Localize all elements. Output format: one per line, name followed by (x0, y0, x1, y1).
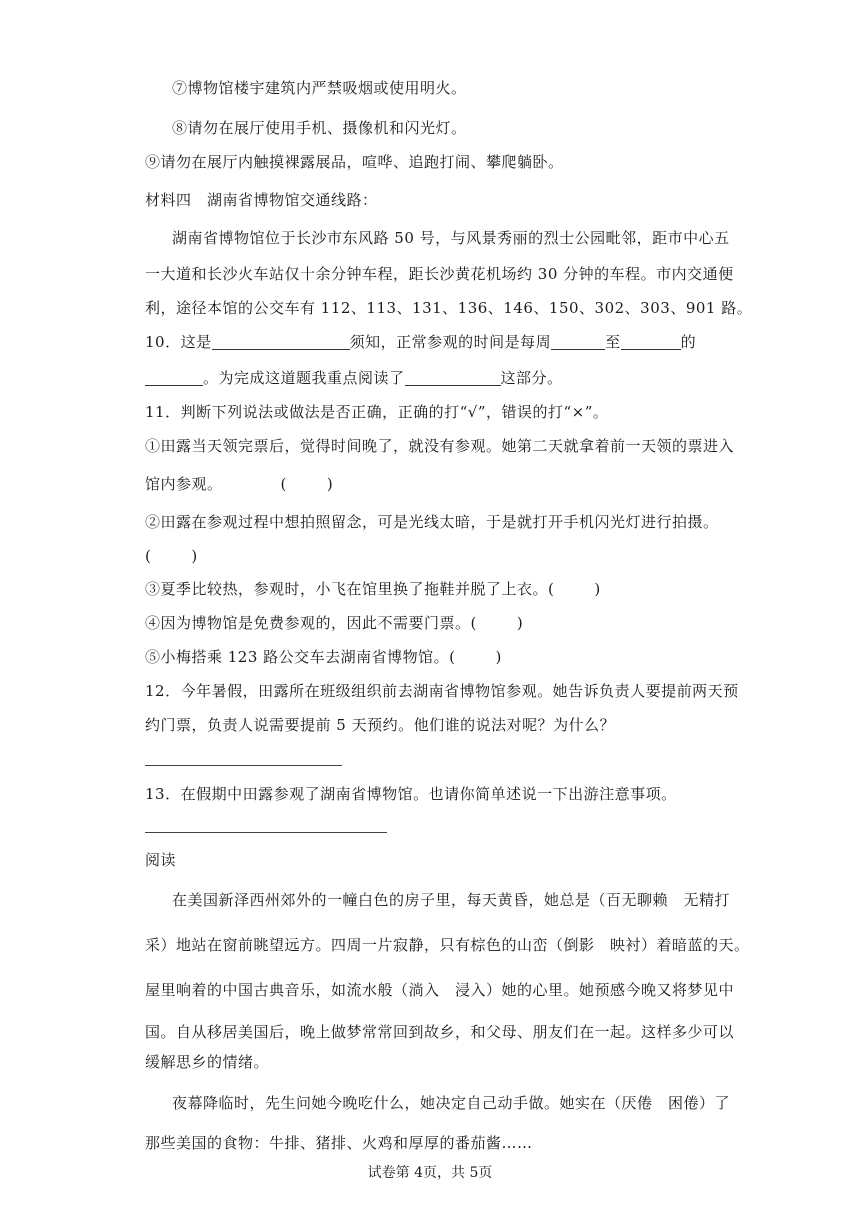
q10-text-f: 这部分。 (500, 369, 563, 387)
q11-item-3 (145, 579, 601, 599)
q11-item-1-text: 馆内参观。 (145, 475, 223, 493)
reading-line-5: 缓解思乡的情绪。 (145, 1053, 270, 1071)
question-13-line-1: 13．在假期中田露参观了湖南省博物馆。也请你简单述说一下出游注意事项。 (145, 785, 677, 803)
q11-item-1-line-1: ①田露当天领完票后，觉得时间晚了，就没有参观。她第二天就拿着前一天领的票进入 (145, 437, 735, 455)
q10-text-b: 须知，正常参观的时间是每周 (349, 333, 552, 351)
material4-line-2: 一大道和长沙火车站仅十余分钟车程，距长沙黄花机场约 30 分钟的车程。市内交通便 (145, 265, 734, 283)
q10-text-c: 至 (605, 333, 621, 351)
q10-blank-5[interactable] (405, 369, 501, 386)
reading-line-6: 夜幕降临时，先生问她今晚吃什么，她决定自己动手做。她实在（厌倦 困倦）了 (172, 1094, 731, 1112)
q10-blank-1[interactable] (212, 333, 350, 350)
reading-line-2: 采）地站在窗前眺望远方。四周一片寂静，只有棕色的山峦（倒影 映衬）着暗蓝的天。 (145, 936, 750, 954)
q11-item-4-text: ④因为博物馆是免费参观的，因此不需要门票。 (145, 614, 471, 632)
question-10-line-2 (145, 368, 563, 388)
q11-item-3-answer[interactable]: ( ) (548, 580, 601, 598)
q11-item-5-answer[interactable]: ( ) (449, 648, 502, 666)
q11-item-4 (145, 613, 523, 633)
rule-7: ⑦博物馆楼宇建筑内严禁吸烟或使用明火。 (172, 79, 467, 97)
q10-blank-4[interactable] (145, 369, 203, 386)
reading-heading: 阅读 (145, 851, 177, 869)
q10-blank-2[interactable] (551, 333, 605, 350)
question-12-line-2: 约门票，负责人说需要提前 5 天预约。他们谁的说法对呢？为什么？ (145, 716, 616, 734)
question-10-line-1 (145, 332, 696, 352)
material4-heading: 材料四 湖南省博物馆交通线路： (145, 191, 378, 209)
q10-text-e: 。为完成这道题我重点阅读了 (203, 369, 405, 387)
q11-item-2-line-1: ②田露在参观过程中想拍照留念，可是光线太暗，于是就打开手机闪光灯进行拍摄。 (145, 513, 719, 531)
q13-answer-line[interactable] (145, 832, 387, 833)
material4-line-3: 利，途径本馆的公交车有 112、113、131、136、146、150、302、303、901 路。 (145, 299, 753, 317)
q11-item-1-answer[interactable]: ( ) (280, 475, 334, 493)
reading-line-1: 在美国新泽西州郊外的一幢白色的房子里，每天黄昏，她总是（百无聊赖 无精打 (172, 891, 731, 909)
rule-9: ⑨请勿在展厅内触摸裸露展品，喧哗、追跑打闹、攀爬躺卧。 (145, 153, 564, 171)
question-11-title: 11．判断下列说法或做法是否正确，正确的打“√”，错误的打“×”。 (145, 403, 609, 421)
q11-item-1-line-2 (145, 474, 333, 494)
q11-item-2-answer[interactable]: ( ) (145, 547, 198, 565)
reading-line-7: 那些美国的食物：牛排、猪排、火鸡和厚厚的番茄酱…… (145, 1134, 533, 1152)
reading-line-4: 国。自从移居美国后，晚上做梦常常回到故乡，和父母、朋友们在一起。这样多少可以 (145, 1023, 735, 1041)
material4-line-1: 湖南省博物馆位于长沙市东风路 50 号，与风景秀丽的烈士公园毗邻，距市中心五 (172, 229, 730, 247)
page-footer: 试卷第 4页，共 5页 (367, 1165, 493, 1181)
rule-8: ⑧请勿在展厅使用手机、摄像机和闪光灯。 (172, 119, 467, 137)
q11-item-3-text: ③夏季比较热，参观时，小飞在馆里换了拖鞋并脱了上衣。 (145, 580, 549, 598)
q10-text-a: 10．这是 (145, 333, 212, 351)
q10-blank-3[interactable] (621, 333, 681, 350)
q11-item-4-answer[interactable]: ( ) (470, 614, 524, 632)
q11-item-5-text: ⑤小梅搭乘 123 路公交车去湖南省博物馆。 (145, 648, 450, 666)
question-12-line-1: 12．今年暑假，田露所在班级组织前去湖南省博物馆参观。她告诉负责人要提前两天预 (145, 682, 739, 700)
q10-text-d: 的 (680, 333, 697, 351)
q12-answer-line[interactable] (145, 765, 342, 766)
q11-item-5 (145, 647, 502, 667)
reading-line-3: 屋里响着的中国古典音乐，如流水般（淌入 浸入）她的心里。她预感今晚又将梦见中 (145, 981, 735, 999)
